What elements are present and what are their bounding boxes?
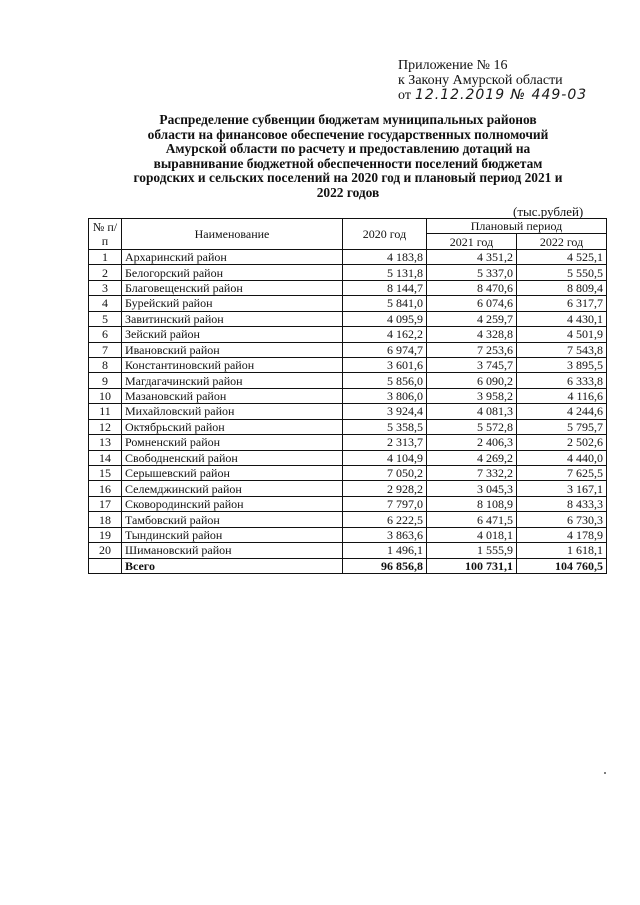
total-2020: 96 856,8 <box>343 558 427 573</box>
value-2020: 8 144,7 <box>343 280 427 295</box>
table-row <box>89 327 607 342</box>
distribution-table <box>88 218 607 574</box>
title-line: Амурской области по расчету и предоставлению дотаций на <box>165 141 531 157</box>
title-line: городских и сельских поселений на 2020 год и плановый период 2021 и <box>133 170 563 186</box>
value-2020: 3 924,4 <box>343 404 427 419</box>
table-row <box>89 388 607 403</box>
district-name: Зейский район <box>122 327 343 342</box>
table-row <box>89 249 607 264</box>
value-2020: 7 797,0 <box>343 496 427 511</box>
header-2022: 2022 год <box>517 234 607 249</box>
value-2020: 7 050,2 <box>343 466 427 481</box>
row-number: 12 <box>89 419 122 434</box>
table-row <box>89 296 607 311</box>
value-2021: 3 045,3 <box>427 481 517 496</box>
appendix-block <box>398 58 634 103</box>
value-2020: 5 841,0 <box>343 296 427 311</box>
district-name: Серышевский район <box>122 466 343 481</box>
value-2022: 7 543,8 <box>517 342 607 357</box>
value-2022: 3 167,1 <box>517 481 607 496</box>
total-number <box>89 558 122 573</box>
value-2020: 6 974,7 <box>343 342 427 357</box>
row-number: 19 <box>89 527 122 542</box>
value-2022: 6 333,8 <box>517 373 607 388</box>
appendix-date-prefix: от <box>398 88 411 103</box>
total-2021: 100 731,1 <box>427 558 517 573</box>
appendix-law: к Закону Амурской области <box>398 73 563 88</box>
table-row <box>89 527 607 542</box>
header-planned-period: Плановый период <box>427 219 607 234</box>
table-row <box>89 342 607 357</box>
row-number: 9 <box>89 373 122 388</box>
handwritten-date-number: 12.12.2019 № 449-03 <box>414 87 588 103</box>
row-number: 8 <box>89 357 122 372</box>
value-2020: 4 104,9 <box>343 450 427 465</box>
value-2022: 4 440,0 <box>517 450 607 465</box>
row-number: 16 <box>89 481 122 496</box>
value-2021: 4 328,8 <box>427 327 517 342</box>
value-2020: 5 358,5 <box>343 419 427 434</box>
table-row <box>89 512 607 527</box>
row-number: 17 <box>89 496 122 511</box>
district-name: Октябрьский район <box>122 419 343 434</box>
value-2022: 7 625,5 <box>517 466 607 481</box>
row-number: 15 <box>89 466 122 481</box>
value-2020: 4 095,9 <box>343 311 427 326</box>
value-2020: 3 806,0 <box>343 388 427 403</box>
district-name: Шимановский район <box>122 543 343 558</box>
value-2021: 7 332,2 <box>427 466 517 481</box>
value-2020: 6 222,5 <box>343 512 427 527</box>
row-number: 11 <box>89 404 122 419</box>
table-row <box>89 280 607 295</box>
value-2021: 4 259,7 <box>427 311 517 326</box>
value-2020: 3 601,6 <box>343 357 427 372</box>
value-2020: 4 183,8 <box>343 249 427 264</box>
row-number: 4 <box>89 296 122 311</box>
district-name: Архаринский район <box>122 249 343 264</box>
value-2021: 6 471,5 <box>427 512 517 527</box>
value-2020: 5 131,8 <box>343 265 427 280</box>
row-number: 18 <box>89 512 122 527</box>
value-2020: 4 162,2 <box>343 327 427 342</box>
value-2021: 6 090,2 <box>427 373 517 388</box>
row-number: 5 <box>89 311 122 326</box>
header-2020: 2020 год <box>343 219 427 250</box>
district-name: Михайловский район <box>122 404 343 419</box>
table-row <box>89 373 607 388</box>
title-line: выравнивание бюджетной обеспеченности поселений бюджетам <box>153 155 543 171</box>
table-row <box>89 419 607 434</box>
value-2022: 1 618,1 <box>517 543 607 558</box>
table-row <box>89 466 607 481</box>
value-2021: 3 745,7 <box>427 357 517 372</box>
table-row <box>89 357 607 372</box>
value-2021: 1 555,9 <box>427 543 517 558</box>
district-name: Ромненский район <box>122 435 343 450</box>
value-2021: 5 337,0 <box>427 265 517 280</box>
row-number: 1 <box>89 249 122 264</box>
table-row <box>89 450 607 465</box>
value-2021: 4 018,1 <box>427 527 517 542</box>
row-number: 2 <box>89 265 122 280</box>
table-row <box>89 311 607 326</box>
value-2022: 8 809,4 <box>517 280 607 295</box>
value-2022: 8 433,3 <box>517 496 607 511</box>
total-row <box>89 558 607 573</box>
table-header-row <box>89 219 607 234</box>
value-2022: 5 795,7 <box>517 419 607 434</box>
value-2020: 1 496,1 <box>343 543 427 558</box>
district-name: Благовещенский район <box>122 280 343 295</box>
value-2022: 4 116,6 <box>517 388 607 403</box>
value-2022: 2 502,6 <box>517 435 607 450</box>
district-name: Завитинский район <box>122 311 343 326</box>
value-2022: 3 895,5 <box>517 357 607 372</box>
value-2022: 6 317,7 <box>517 296 607 311</box>
district-name: Тындинский район <box>122 527 343 542</box>
district-name: Магдагачинский район <box>122 373 343 388</box>
value-2021: 4 351,2 <box>427 249 517 264</box>
header-2021: 2021 год <box>427 234 517 249</box>
value-2021: 6 074,6 <box>427 296 517 311</box>
value-2022: 4 525,1 <box>517 249 607 264</box>
header-num: № п/п <box>89 219 122 250</box>
title-line: области на финансовое обеспечение государственных полномочий <box>147 126 549 142</box>
title-line: 2022 годов <box>316 184 380 200</box>
table-row <box>89 481 607 496</box>
row-number: 6 <box>89 327 122 342</box>
value-2022: 6 730,3 <box>517 512 607 527</box>
value-2021: 4 269,2 <box>427 450 517 465</box>
unit-label: (тыс.рублей) <box>513 204 584 219</box>
row-number: 7 <box>89 342 122 357</box>
appendix-number: Приложение № 16 <box>398 58 508 73</box>
value-2020: 2 928,2 <box>343 481 427 496</box>
document-title <box>92 113 604 201</box>
table-row <box>89 496 607 511</box>
row-number: 13 <box>89 435 122 450</box>
value-2021: 8 470,6 <box>427 280 517 295</box>
value-2021: 3 958,2 <box>427 388 517 403</box>
value-2022: 4 244,6 <box>517 404 607 419</box>
value-2022: 4 430,1 <box>517 311 607 326</box>
district-name: Ивановский район <box>122 342 343 357</box>
district-name: Бурейский район <box>122 296 343 311</box>
district-name: Мазановский район <box>122 388 343 403</box>
appendix-date-line <box>398 88 634 103</box>
table-body <box>89 249 607 573</box>
table-row <box>89 543 607 558</box>
district-name: Константиновский район <box>122 357 343 372</box>
district-name: Свободненский район <box>122 450 343 465</box>
table-row <box>89 404 607 419</box>
header-name: Наименование <box>122 219 343 250</box>
table-row <box>89 265 607 280</box>
row-number: 10 <box>89 388 122 403</box>
district-name: Тамбовский район <box>122 512 343 527</box>
value-2022: 5 550,5 <box>517 265 607 280</box>
value-2020: 5 856,0 <box>343 373 427 388</box>
total-2022: 104 760,5 <box>517 558 607 573</box>
title-line: Распределение субвенции бюджетам муниципальных районов <box>159 112 537 127</box>
value-2021: 4 081,3 <box>427 404 517 419</box>
value-2020: 2 313,7 <box>343 435 427 450</box>
district-name: Белогорский район <box>122 265 343 280</box>
value-2021: 2 406,3 <box>427 435 517 450</box>
district-name: Селемджинский район <box>122 481 343 496</box>
value-2020: 3 863,6 <box>343 527 427 542</box>
value-2022: 4 501,9 <box>517 327 607 342</box>
row-number: 14 <box>89 450 122 465</box>
value-2021: 7 253,6 <box>427 342 517 357</box>
row-number: 3 <box>89 280 122 295</box>
table-row <box>89 435 607 450</box>
district-name: Сковородинский район <box>122 496 343 511</box>
value-2021: 5 572,8 <box>427 419 517 434</box>
total-label: Всего <box>122 558 343 573</box>
row-number: 20 <box>89 543 122 558</box>
value-2021: 8 108,9 <box>427 496 517 511</box>
value-2022: 4 178,9 <box>517 527 607 542</box>
scan-speck <box>604 772 606 774</box>
